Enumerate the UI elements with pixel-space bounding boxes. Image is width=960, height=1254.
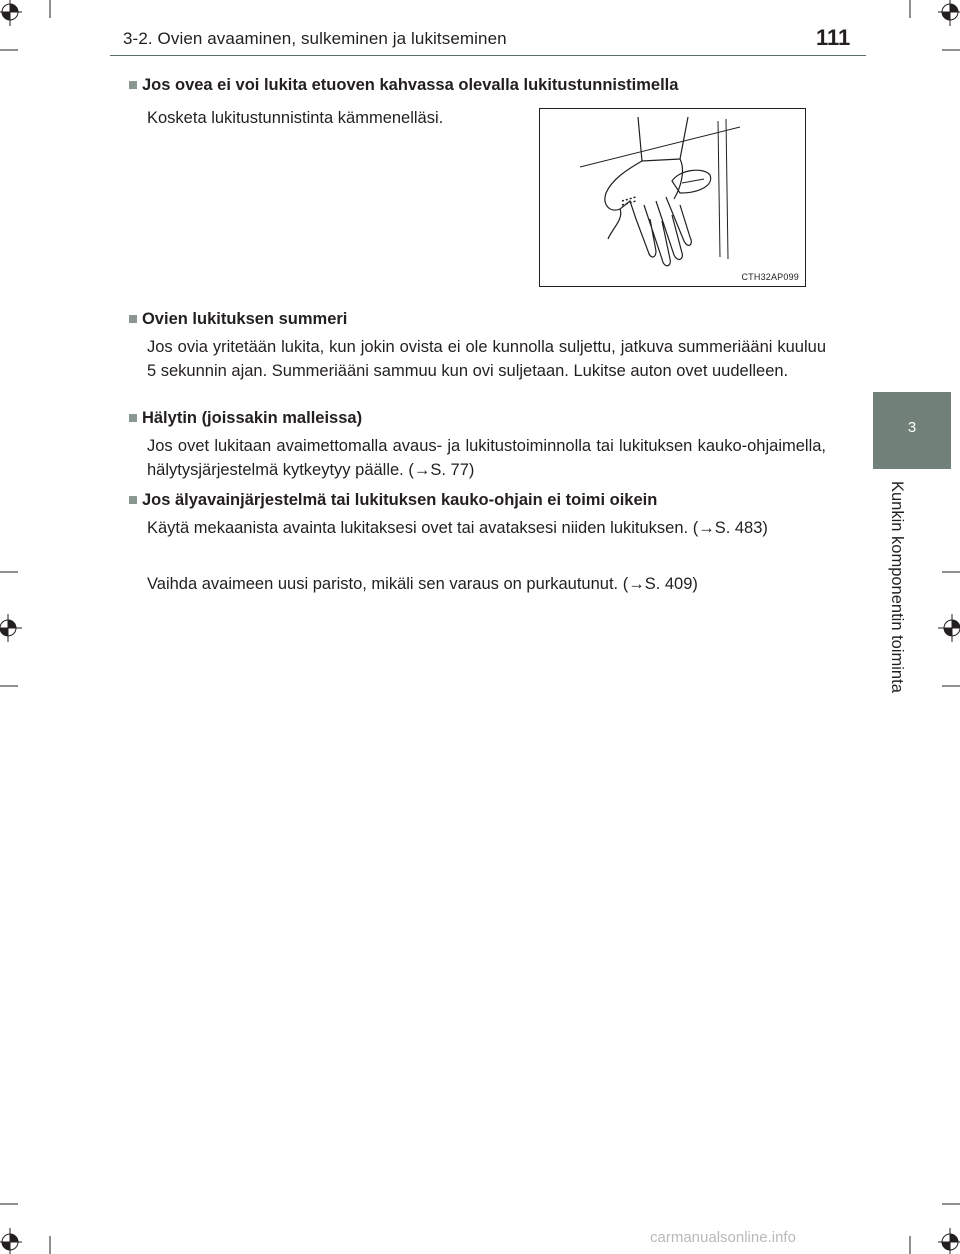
section-heading-text: Jos älyavainjärjestelmä tai lukituksen kauko-ohjain ei toimi oikein <box>141 491 658 509</box>
page-number: 111 <box>816 25 851 50</box>
bullet-square-icon: ■ <box>128 76 138 94</box>
chapter-title: Kunkin komponentin toiminta <box>888 481 906 693</box>
bullet-square-icon: ■ <box>128 491 138 509</box>
section-paragraph: Kosketa lukitustunnistinta kämmenelläsi. <box>147 109 444 127</box>
footer-watermark: carmanualsonline.info <box>650 1229 796 1246</box>
chapter-number: 3 <box>907 419 917 436</box>
section-heading-text: Ovien lukituksen summeri <box>141 310 348 328</box>
bullet-square-icon: ■ <box>128 409 138 427</box>
section-title: 3-2. Ovien avaaminen, sulkeminen ja lukitseminen <box>123 29 507 48</box>
figure-code: CTH32AP099 <box>741 272 799 282</box>
section-heading-text: Jos ovea ei voi lukita etuoven kahvassa olevalla lukitustunnistimella <box>141 76 679 94</box>
section-paragraph: Jos ovet lukitaan avaimettomalla avaus- ja lukitustoiminnolla tai lukituksen kauko-ohjaimella, hälytysjärjestelmä kytkeytyy päälle. (→S. 77) <box>147 437 826 479</box>
section-paragraph: Jos ovia yritetään lukita, kun jokin ovista ei ole kunnolla suljettu, jatkuva summeriääni kuuluu 5 sekunnin ajan. Summeriääni sammuu kun ovi suljetaan. Lukitse auton ovet uudelleen. <box>147 338 826 380</box>
section-paragraph: Vaihda avaimeen uusi paristo, mikäli sen varaus on purkautunut. (→S. 409) <box>147 575 698 593</box>
section-paragraph: Käytä mekaanista avainta lukitaksesi ovet tai avataksesi niiden lukituksen. (→S. 483) <box>147 519 768 537</box>
section-heading-text: Hälytin (joissakin malleissa) <box>141 409 363 427</box>
bullet-square-icon: ■ <box>128 310 138 328</box>
